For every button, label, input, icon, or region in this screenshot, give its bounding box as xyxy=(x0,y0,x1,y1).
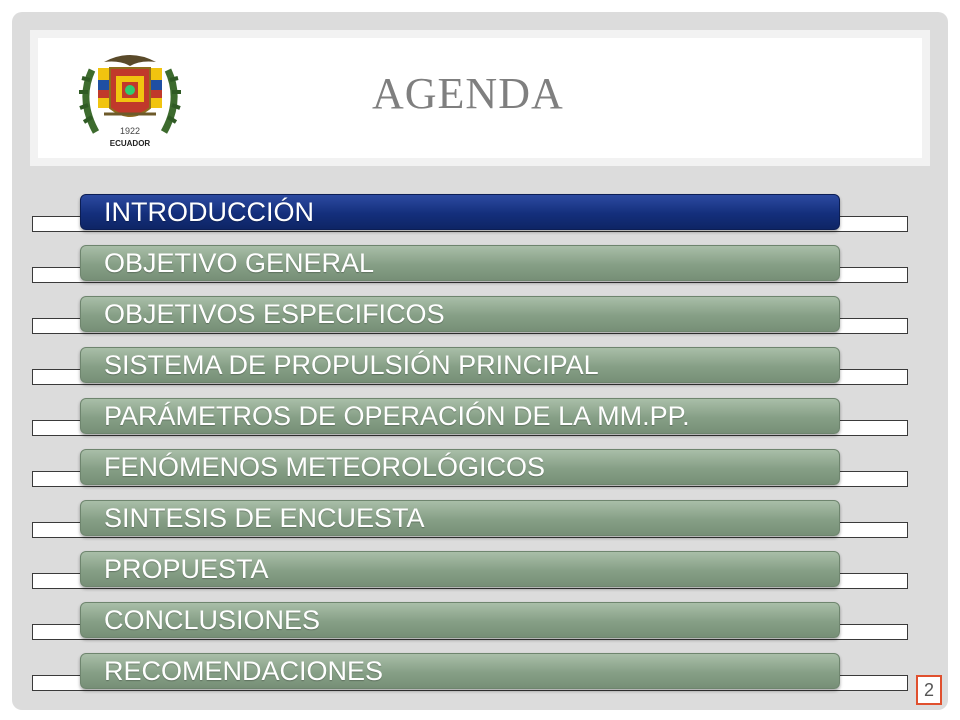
agenda-item[interactable] xyxy=(0,449,960,497)
agenda-item[interactable] xyxy=(0,296,960,344)
emblem-country: ECUADOR xyxy=(109,139,151,148)
agenda-item[interactable] xyxy=(0,602,960,650)
agenda-item-label: OBJETIVOS ESPECIFICOS xyxy=(104,299,445,329)
agenda-item-label: PROPUESTA xyxy=(104,554,269,584)
agenda-item-label: SISTEMA DE PROPULSIÓN PRINCIPAL xyxy=(104,350,599,380)
emblem-year: 1922 xyxy=(119,126,141,136)
agenda-item-label: PARÁMETROS DE OPERACIÓN DE LA MM.PP. xyxy=(104,401,690,431)
agenda-item[interactable] xyxy=(0,245,960,293)
agenda-item[interactable] xyxy=(0,398,960,446)
agenda-item-label: FENÓMENOS METEOROLÓGICOS xyxy=(104,452,546,482)
agenda-item-label: OBJETIVO GENERAL xyxy=(104,248,375,278)
slide-title: AGENDA xyxy=(372,69,564,118)
agenda-item-label: RECOMENDACIONES xyxy=(104,656,384,686)
agenda-item[interactable] xyxy=(0,551,960,599)
agenda-item[interactable] xyxy=(0,347,960,395)
agenda-item-label: SINTESIS DE ENCUESTA xyxy=(104,503,425,533)
page-number: 2 xyxy=(916,675,942,705)
agenda-item[interactable] xyxy=(0,653,960,701)
agenda-item-label: CONCLUSIONES xyxy=(104,605,321,635)
agenda-item[interactable] xyxy=(0,500,960,548)
agenda-item[interactable] xyxy=(0,194,960,242)
agenda-item-label: INTRODUCCIÓN xyxy=(104,197,314,227)
